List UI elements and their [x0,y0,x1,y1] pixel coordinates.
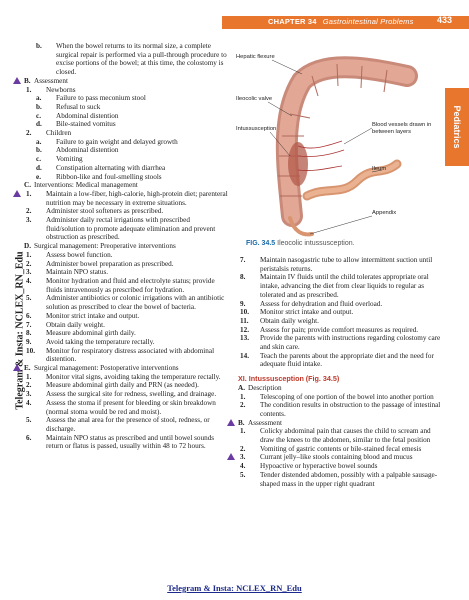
list-item-text: Assess the anal area for the presence of stool, redness, or discharge. [46,416,210,433]
list-item-number: a. [36,94,42,103]
list-item-text: Monitor vital signs, avoiding taking the temperature rectally. [46,372,221,381]
list-item-text: Refusal to suck [56,102,101,111]
list-item [24,416,230,433]
list-item-number: 6. [26,311,32,320]
list-item-number: 1. [26,250,32,259]
list-item-text: Teach the parents about the appropriate diet and the need for adequate fluid intake. [260,351,434,369]
list-item-number: 1. [240,392,246,401]
priority-marker-icon [13,364,21,371]
list-item [24,112,230,121]
label-hepatic-flexure: Hepatic flexure [236,54,275,60]
list-item-number: d. [36,120,42,129]
list-item [24,146,230,155]
intestine-illustration [232,46,438,242]
list-item [238,334,442,351]
priority-marker-icon [227,419,235,426]
list-item-text: Vomiting [56,155,83,164]
list-item-text: Surgical management: Postoperative interventions [34,364,179,373]
list-item-number: b. [36,42,42,50]
list-item-number: A. [238,383,245,392]
postoperative-continued-list [238,256,442,369]
section-tab-label: Pediatrics [452,105,462,149]
list-item-number: 2. [26,129,32,138]
list-item-text: Maintain a low-fiber, high-calorie, high-protein diet; parenteral nutrition may be necessary in extreme situations. [46,189,228,207]
list-item-number: 3. [26,390,32,399]
list-item [24,381,230,390]
list-item [24,347,230,364]
list-item-text: Maintain NPO status. [46,268,109,277]
list-item-text: Hypoactive or hyperactive bowel sounds [260,462,378,471]
list-item [24,207,230,216]
chapter-number: CHAPTER 34 [268,17,317,26]
list-item-number: 2. [240,444,246,453]
list-item [24,390,230,399]
list-item [24,251,230,260]
priority-marker-icon [13,77,21,84]
list-item-text: Obtain daily weight. [260,316,319,325]
section-heading [238,375,442,384]
list-item [238,256,442,273]
list-item-text: Provide the parents with instructions regarding colostomy care and skin care. [260,334,441,352]
list-item-text: Ribbon-like and foul-smelling stools [56,172,162,181]
priority-marker-icon [227,453,235,460]
list-item-text: Measure abdominal girth daily. [46,329,136,338]
page-header [0,0,469,40]
list-item [238,326,442,335]
list-item-text: Abdominal distention [56,146,119,155]
list-item [24,190,230,207]
list-item [238,308,442,317]
list-item-number: 3. [26,268,32,277]
list-item [238,462,442,471]
list-item-number: 2. [240,401,246,410]
list-item-number: 6. [26,433,32,442]
list-item-number: 1. [26,85,32,94]
list-item [24,103,230,112]
list-item-text: Administer antibiotics or colonic irrigations with an antibiotic solution as prescribed to clear the bowel of bacteria. [46,294,225,312]
list-item-text: Bile-stained vomitus [56,120,116,129]
list-item-number: 5. [26,416,32,425]
list-item-text: Monitor for respiratory distress associated with abdominal distention. [46,346,215,364]
list-item-text: Vomiting of gastric contents or bile-stained fecal emesis [260,444,422,453]
list-item-number: 10. [240,308,249,317]
list-item [24,242,230,251]
list-item [24,364,230,373]
list-item-number: 2. [26,259,32,268]
intussusception-figure [232,46,438,242]
footer-watermark: Telegram & Insta: NCLEX_RN_Edu [167,583,302,593]
list-item [24,434,230,451]
list-item [238,445,442,454]
list-item [24,129,230,138]
list-item-number: c. [36,111,41,120]
list-item-text: Avoid taking the temperature rectally. [46,337,155,346]
list-item [238,352,442,369]
priority-marker-icon [13,190,21,197]
list-item-number: 7. [240,256,246,264]
list-item [238,300,442,309]
list-item-text: Assess for pain; provide comfort measures as required. [260,325,419,334]
page-number: 433 [437,15,453,25]
list-item-number: 3. [240,453,246,462]
list-item-number: 4. [26,398,32,407]
list-item [24,373,230,382]
list-item-text: Currant jelly–like stools containing blood and mucus [260,453,413,462]
list-item-number: 3. [26,216,32,225]
list-item [24,329,230,338]
list-item-text: Monitor strict intake and output. [260,308,354,317]
list-item [24,321,230,330]
list-item-text: Assessment [248,418,282,427]
list-item [24,260,230,269]
list-item-number: 1. [240,427,246,436]
label-appendix: Appendix [372,210,397,216]
list-item-number: e. [36,172,41,181]
list-item-text: Obtain daily weight. [46,320,105,329]
list-item-number: 2. [26,381,32,390]
list-item-text: Maintain IV fluids until the child tolerates appropriate oral intake, advancing the diet from clear liquids to regular as tolerated and as prescribed. [260,273,429,299]
label-ileocolic-valve: Ileocolic valve [236,96,273,102]
label-ileum: Ileum [372,166,387,172]
list-item-number: 10. [26,346,35,355]
list-item-text: Measure abdominal girth daily and PRN (as needed). [46,381,199,390]
list-item-text: Monitor hydration and fluid and electrolyte status; provide fluids intravenously as prescribed for hydration. [46,276,215,294]
list-item-number: D. [24,242,31,251]
list-item-number: 13. [240,334,249,343]
list-item-text: Failure to pass meconium stool [56,94,146,103]
list-item-number: d. [36,163,42,172]
list-item-number: a. [36,137,42,146]
list-item-text: Administer stool softeners as prescribed. [46,207,164,216]
list-item-number: 8. [26,329,32,338]
list-item-number: 12. [240,325,249,334]
list-item-number: E. [24,364,31,373]
list-item [24,155,230,164]
list-item-text: Tender distended abdomen, possibly with a palpable sausage-shaped mass in the upper right quadrant [260,470,438,488]
list-item-number: b. [36,102,42,111]
list-item-text: When the bowel returns to its normal size, a complete surgical repair is performed via a pull-through procedure to excise portions of the bowel; at this time, the colostomy is closed. [56,42,227,77]
list-item [24,138,230,147]
list-item [24,120,230,129]
list-item-number: 1. [26,372,32,381]
list-item [238,419,442,428]
list-item-text: Colicky abdominal pain that causes the child to scream and draw the knees to the abdomen, similar to the fetal position [260,427,431,445]
list-item-number: b. [36,146,42,155]
list-item-text: Assess for dehydration and fluid overload. [260,299,383,308]
list-item-number: 5. [240,470,246,479]
figure-number: FIG. 34.5 [246,240,276,247]
list-item-text: The condition results in obstruction to the passage of intestinal contents. [260,401,441,418]
list-item [24,312,230,321]
list-item-number: 9. [240,299,246,308]
left-column [24,42,230,451]
list-item-text: Constipation alternating with diarrhea [56,163,166,172]
side-watermark: Telegram & Insta: NCLEX_RN_Edu [14,251,26,410]
list-item-number: B. [238,418,245,427]
list-item-text: Maintain nasogastric tube to allow intermittent suction until peristalsis returns. [260,256,433,273]
list-item-text: Assess the surgical site for redness, swelling, and drainage. [46,390,217,399]
list-item-text: Monitor strict intake and output. [46,311,140,320]
list-item [24,42,230,77]
list-item-number: 7. [26,320,32,329]
list-item-number: 1. [26,189,32,198]
list-item [238,273,442,299]
list-item-text: Administer bowel preparation as prescribed. [46,259,174,268]
list-item [24,94,230,103]
list-item-text: Failure to gain weight and delayed growth [56,137,178,146]
figure-caption [246,240,355,247]
list-item-text: Children [46,129,72,138]
list-item-text: Description [248,383,282,392]
list-item-number: 5. [26,294,32,303]
list-item-number: 8. [240,273,246,282]
list-item-text: Assessment [34,76,68,85]
list-item-number: 9. [26,337,32,346]
figure-caption-text: Ileocolic intussusception. [277,240,355,247]
chapter-heading [268,17,414,26]
list-item-number: 11. [240,316,249,325]
list-item [24,216,230,242]
label-intussusception: Intussusception [236,126,277,132]
list-item [24,181,230,190]
list-item [238,427,442,444]
list-item-text: Abdominal distention [56,111,119,120]
list-item-number: B. [24,76,31,85]
list-item-text: Administer daily rectal irrigations with prescribed fluid/solution to promote adequate elimination and prevent obstruction as prescribed. [46,216,216,242]
list-item [24,338,230,347]
figure-link[interactable]: (Fig. 34.5) [305,374,340,384]
list-item-text: Assess the stoma if present for bleeding or skin breakdown (normal stoma would be red and moist). [46,398,216,416]
list-item-number: c. [36,155,41,164]
list-item [24,294,230,311]
list-item-text: Surgical management: Preoperative interventions [34,242,176,251]
label-blood-vessels: Blood vessels drawn in between layers [372,122,432,135]
intussusception-list [238,384,442,488]
list-item-number: 2. [26,207,32,216]
list-item [238,384,442,393]
list-item [238,401,442,418]
list-item [238,393,442,402]
list-item-text: Telescoping of one portion of the bowel into another portion [260,392,434,401]
list-item [24,164,230,173]
list-item [24,268,230,277]
list-item-number: 4. [26,276,32,285]
list-item [238,471,442,488]
right-column [238,256,442,488]
section-title: XI. Intussusception [238,374,304,384]
list-item [24,77,230,86]
list-item-text: Newborns [46,85,76,94]
list-item [24,277,230,294]
list-item [24,86,230,95]
list-item [238,317,442,326]
chapter-title: Gastrointestinal Problems [322,17,414,26]
list-item [238,453,442,462]
list-item-text: Interventions: Medical management [34,181,138,190]
section-tab [445,88,469,166]
list-item [24,399,230,416]
list-item [24,173,230,182]
list-item-number: 4. [240,462,246,471]
list-item-text: Assess bowel function. [46,250,113,259]
list-item-text: Maintain NPO status as prescribed and until bowel sounds return or flatus is passed, usually within 48 to 72 hours. [46,433,215,451]
list-item-number: 14. [240,351,249,360]
list-item-number: C. [24,181,31,190]
